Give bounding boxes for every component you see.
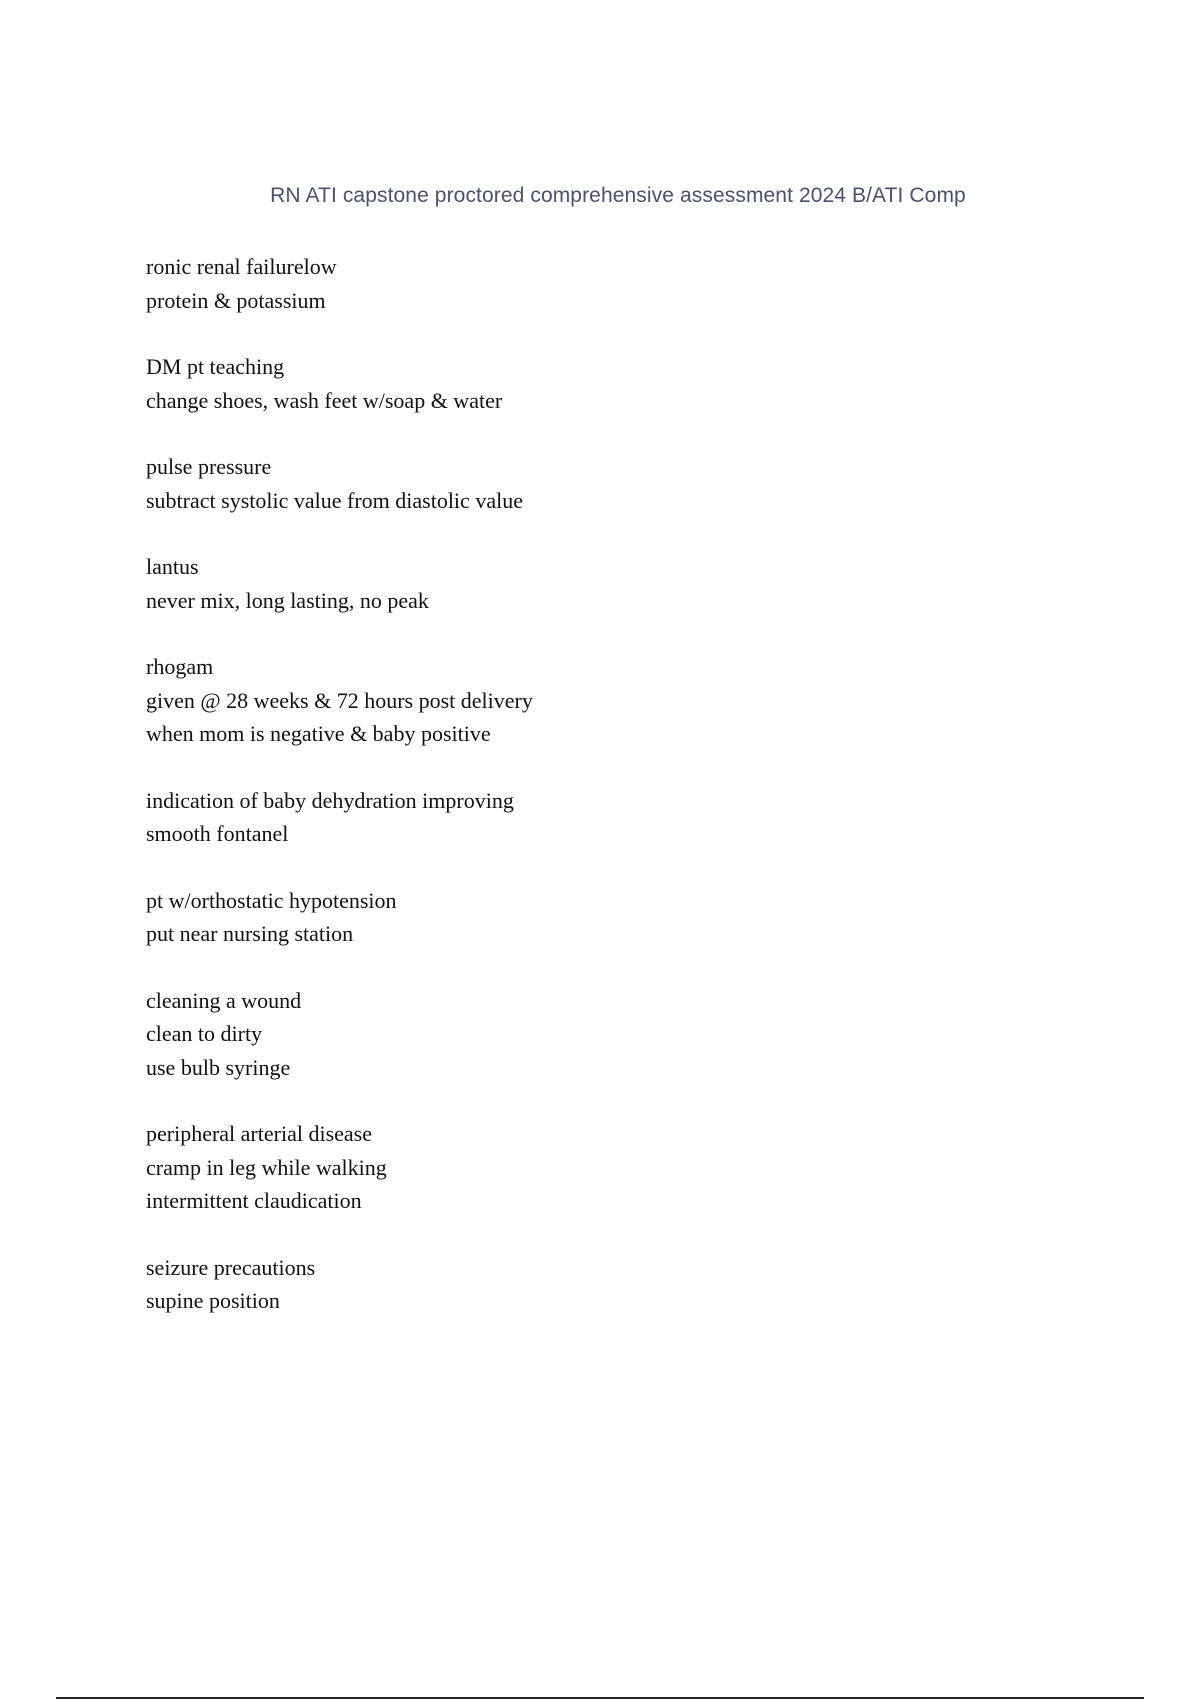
note-term: peripheral arterial disease <box>146 1121 372 1146</box>
note-term: ronic renal failurelow <box>146 254 337 279</box>
note-term: lantus <box>146 554 199 579</box>
footer-divider <box>56 1697 1144 1699</box>
note-answer: smooth fontanel <box>146 821 289 846</box>
note-answer: cramp in leg while walking <box>146 1154 387 1180</box>
note-answer: supine position <box>146 1288 280 1313</box>
note-term: DM pt teaching <box>146 354 285 379</box>
note-orthostatic-hypotension <box>146 884 1046 951</box>
note-answer: subtract systolic value from diastolic value <box>146 487 523 513</box>
note-answer: change shoes, wash feet w/soap & water <box>146 387 503 413</box>
note-answer: use bulb syringe <box>146 1054 291 1080</box>
note-answer: protein & potassium <box>146 287 326 313</box>
note-rhogam <box>146 650 1046 751</box>
note-chronic-renal-failure <box>146 250 1046 317</box>
document-header-title: RN ATI capstone proctored comprehensive assessment 2024 B/ATI Comp <box>270 184 966 207</box>
study-notes-list <box>146 250 1046 1351</box>
note-term: rhogam <box>146 654 214 679</box>
note-term: indication of baby dehydration improving <box>146 787 514 813</box>
note-lantus <box>146 550 1046 617</box>
note-answer: never mix, long lasting, no peak <box>146 587 429 613</box>
note-answer: given @ 28 weeks & 72 hours post delivery <box>146 687 533 713</box>
note-term: cleaning a wound <box>146 987 302 1013</box>
note-answer: intermittent claudication <box>146 1188 362 1213</box>
note-pulse-pressure <box>146 450 1046 517</box>
note-peripheral-arterial-disease <box>146 1117 1046 1218</box>
note-term: pt w/orthostatic hypotension <box>146 887 397 913</box>
note-seizure-precautions <box>146 1251 1046 1318</box>
note-dm-pt-teaching <box>146 350 1046 417</box>
note-cleaning-wound <box>146 984 1046 1085</box>
note-baby-dehydration <box>146 784 1046 851</box>
note-term: pulse pressure <box>146 454 272 479</box>
note-answer: clean to dirty <box>146 1021 263 1046</box>
note-term: seizure precautions <box>146 1254 316 1280</box>
note-answer: when mom is negative & baby positive <box>146 721 491 746</box>
note-answer: put near nursing station <box>146 921 354 946</box>
